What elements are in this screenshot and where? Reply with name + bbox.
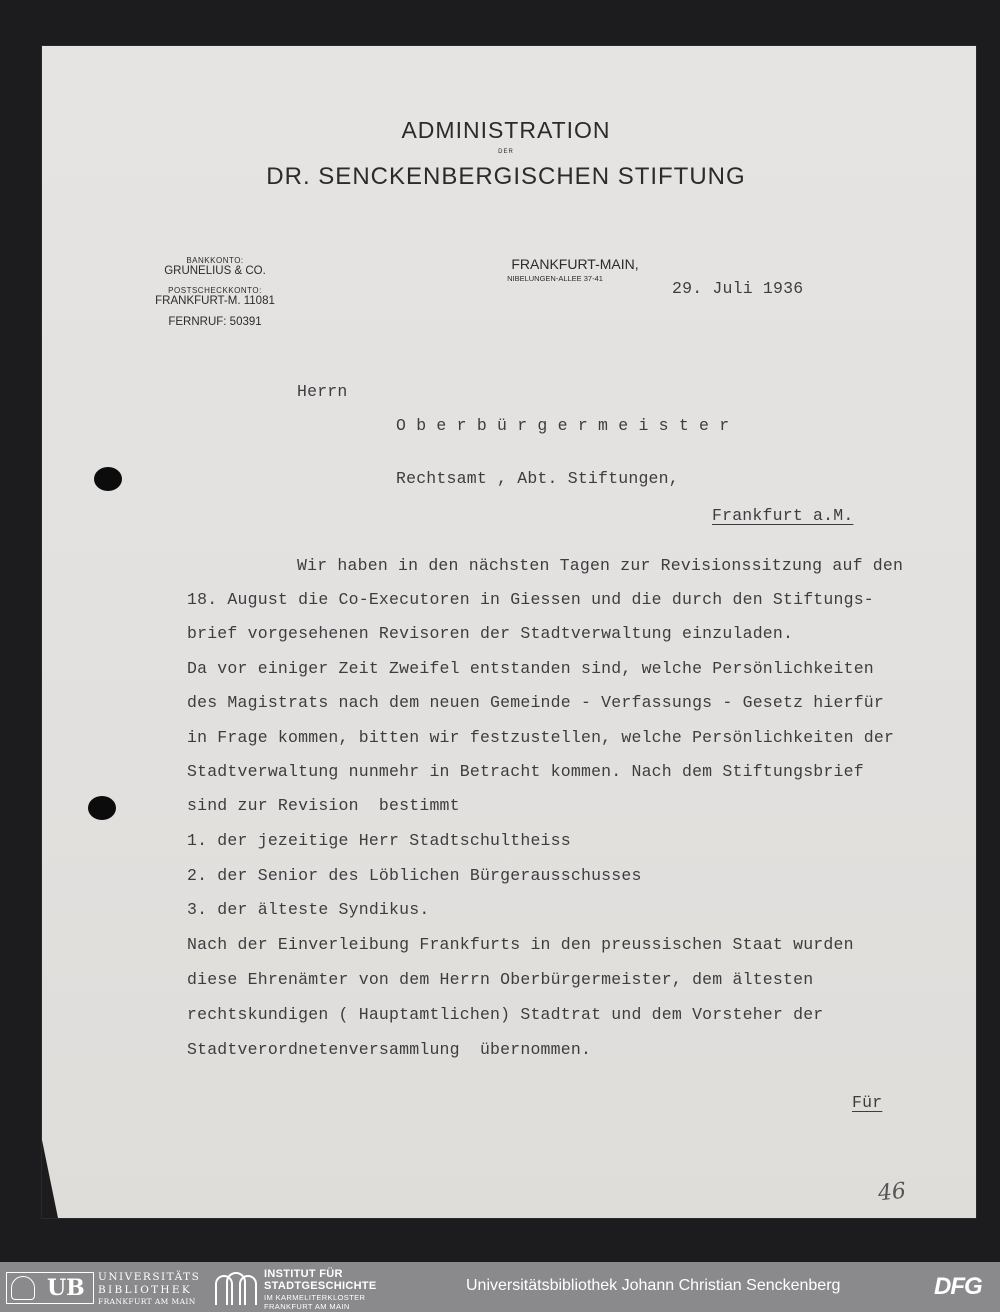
- ifs-line1: INSTITUT FÜR: [264, 1268, 343, 1280]
- postscheck-value: FRANKFURT-M. 11081: [155, 295, 275, 307]
- recipient-department: Rechtsamt , Abt. Stiftungen,: [396, 469, 679, 488]
- institute-arches-icon: [214, 1270, 258, 1306]
- body-line: Stadtverwaltung nunmehr in Betracht kommen. Nach dem Stiftungsbrief: [187, 762, 864, 781]
- punch-hole-icon: [88, 796, 116, 820]
- dfg-logo: DFG: [934, 1273, 982, 1300]
- body-line: 18. August die Co-Executoren in Giessen und die durch den Stiftungs-: [187, 590, 874, 609]
- ub-line1: UNIVERSITÄTS: [98, 1271, 201, 1283]
- phone-number: FERNRUF: 50391: [168, 316, 262, 328]
- body-line: sind zur Revision bestimmt: [187, 796, 460, 815]
- ifs-line2: STADTGESCHICHTE: [264, 1280, 377, 1292]
- handwritten-page-number: 46: [876, 1178, 908, 1207]
- list-item: 2. der Senior des Löblichen Bürgerausschusses: [187, 866, 642, 885]
- recipient-city: Frankfurt a.M.: [712, 506, 854, 525]
- body-line: rechtskundigen ( Hauptamtlichen) Stadtrat und dem Vorsteher der: [187, 1005, 824, 1024]
- recipient-title: O b e r b ü r g e r m e i s t e r: [396, 416, 730, 435]
- letterhead-title: ADMINISTRATION: [401, 117, 611, 143]
- body-line: Wir haben in den nächsten Tagen zur Revisionssitzung auf den: [297, 556, 904, 575]
- punch-hole-icon: [94, 467, 122, 491]
- body-line: Stadtverordnetenversammlung übernommen.: [187, 1040, 592, 1059]
- address-street: NIBELUNGEN-ALLEE 37-41: [507, 274, 603, 283]
- bank-value: GRUNELIUS & CO.: [164, 265, 266, 277]
- footer-bar: [0, 1262, 1000, 1312]
- postscheck-label: POSTSCHECKKONTO:: [168, 286, 262, 295]
- ub-logo: [6, 1272, 94, 1304]
- body-line: in Frage kommen, bitten wir festzustellen, welche Persönlichkeiten der: [187, 728, 895, 747]
- letterhead-subtitle: DR. SENCKENBERGISCHEN STIFTUNG: [266, 163, 746, 190]
- body-line: Da vor einiger Zeit Zweifel entstanden sind, welche Persönlichkeiten: [187, 659, 874, 678]
- ifs-line3: IM KARMELITERKLOSTER: [264, 1293, 366, 1302]
- torn-corner: [42, 1140, 58, 1218]
- ifs-line4: FRANKFURT AM MAIN: [264, 1302, 350, 1311]
- library-name: Universitätsbibliothek Johann Christian Senckenberg: [466, 1277, 841, 1294]
- recipient-salutation: Herrn: [297, 382, 348, 401]
- ub-line2: BIBLIOTHEK: [98, 1284, 192, 1296]
- ub-logo-text: UB: [47, 1275, 85, 1301]
- letterhead-der: DER: [498, 149, 514, 155]
- body-line: Nach der Einverleibung Frankfurts in den preussischen Staat wurden: [187, 935, 854, 954]
- continuation-word: Für: [852, 1093, 883, 1112]
- body-line: brief vorgesehenen Revisoren der Stadtverwaltung einzuladen.: [187, 624, 794, 643]
- list-item: 1. der jezeitige Herr Stadtschultheiss: [187, 831, 571, 850]
- body-line: diese Ehrenämter von dem Herrn Oberbürgermeister, dem ältesten: [187, 970, 814, 989]
- body-line: des Magistrats nach dem neuen Gemeinde - Verfassungs - Gesetz hierfür: [187, 693, 885, 712]
- scholar-portrait-icon: [11, 1276, 35, 1300]
- ub-line3: FRANKFURT AM MAIN: [98, 1297, 196, 1306]
- bank-label: BANKKONTO:: [186, 256, 244, 265]
- list-item: 3. der älteste Syndikus.: [187, 900, 430, 919]
- address-city: FRANKFURT-MAIN,: [511, 256, 639, 272]
- letter-date: 29. Juli 1936: [672, 279, 804, 298]
